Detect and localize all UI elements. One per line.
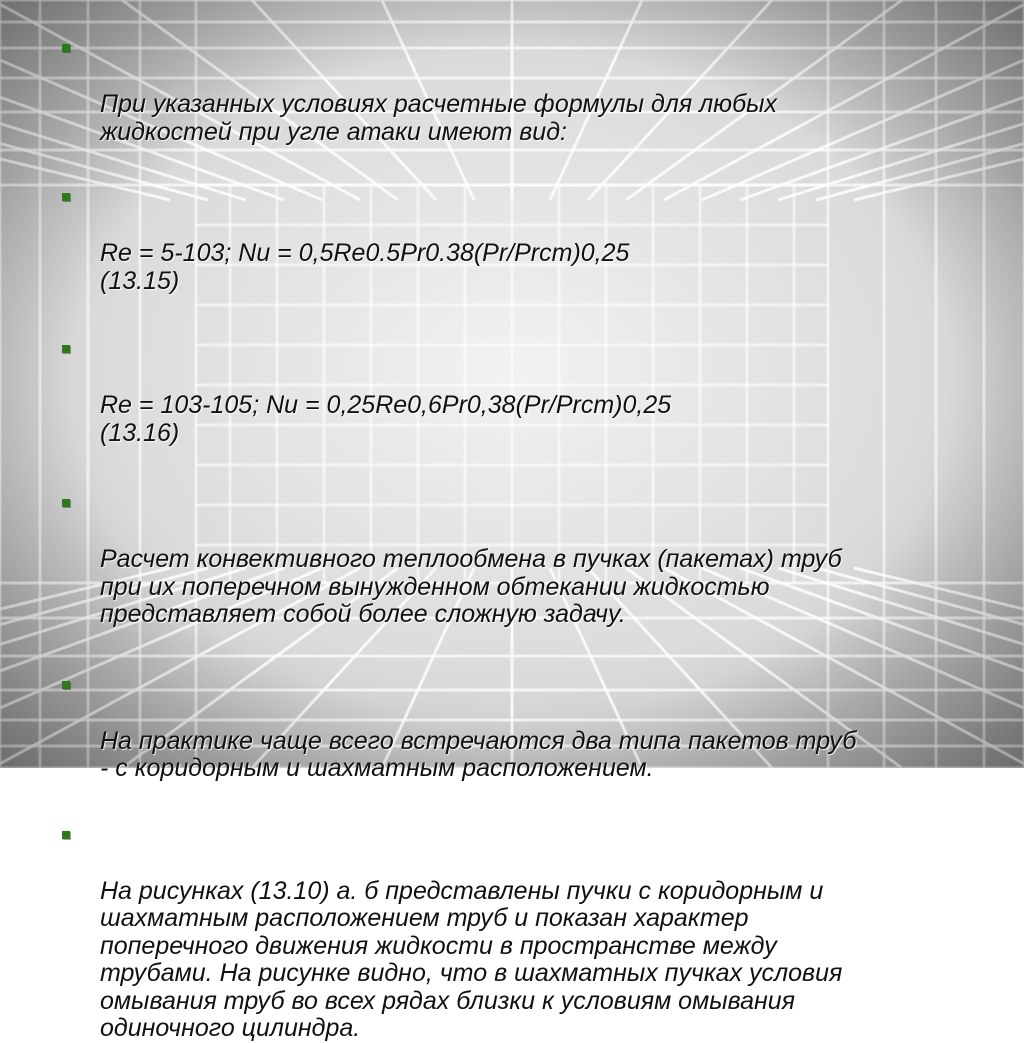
bullet-square-icon bbox=[62, 499, 70, 507]
formula-13-15: Re = 5-103; Nu = 0,5Re0.5Pr0.38(Pr/Prст)0,25 (13.15) bbox=[100, 239, 630, 295]
bullet-list bbox=[62, 36, 982, 1043]
bullet-text: При указанных условиях расчетные формулы для любых жидкостей при угле атаки имеют вид: bbox=[100, 90, 778, 146]
bullet-item-5 bbox=[62, 673, 982, 783]
bullet-text: На практике чаще всего встречаются два типа пакетов труб - с коридорным и шахматным расположением. bbox=[100, 726, 857, 782]
bullet-item-4 bbox=[62, 491, 982, 629]
formula-13-16: Re = 103-105; Nu = 0,25Re0,6Pr0,38(Pr/Prст)0,25 (13.16) bbox=[100, 391, 672, 447]
bullet-square-icon bbox=[62, 831, 70, 839]
bullet-item-1 bbox=[62, 36, 982, 146]
bullet-square-icon bbox=[62, 193, 70, 201]
bullet-text: На рисунках (13.10) а. б представлены пучки с коридорным и шахматным расположением труб и показан характер поперечного движения жидкости в пространстве между трубами. На рисунке видно, что в шахматных пучках условия омывания труб во всех рядах близки к условиям омывания одиночного цилиндра. bbox=[100, 876, 843, 1042]
bullet-item-2 bbox=[62, 185, 982, 295]
bullet-square-icon bbox=[62, 681, 70, 689]
bullet-item-3 bbox=[62, 337, 982, 447]
bullet-square-icon bbox=[62, 44, 70, 52]
bullet-item-6 bbox=[62, 823, 982, 1043]
bullet-text: Расчет конвективного теплообмена в пучках (пакетах) труб при их поперечном вынужденном обтекании жидкостью представляет собой более сложную задачу. bbox=[100, 545, 842, 628]
bullet-square-icon bbox=[62, 345, 70, 353]
